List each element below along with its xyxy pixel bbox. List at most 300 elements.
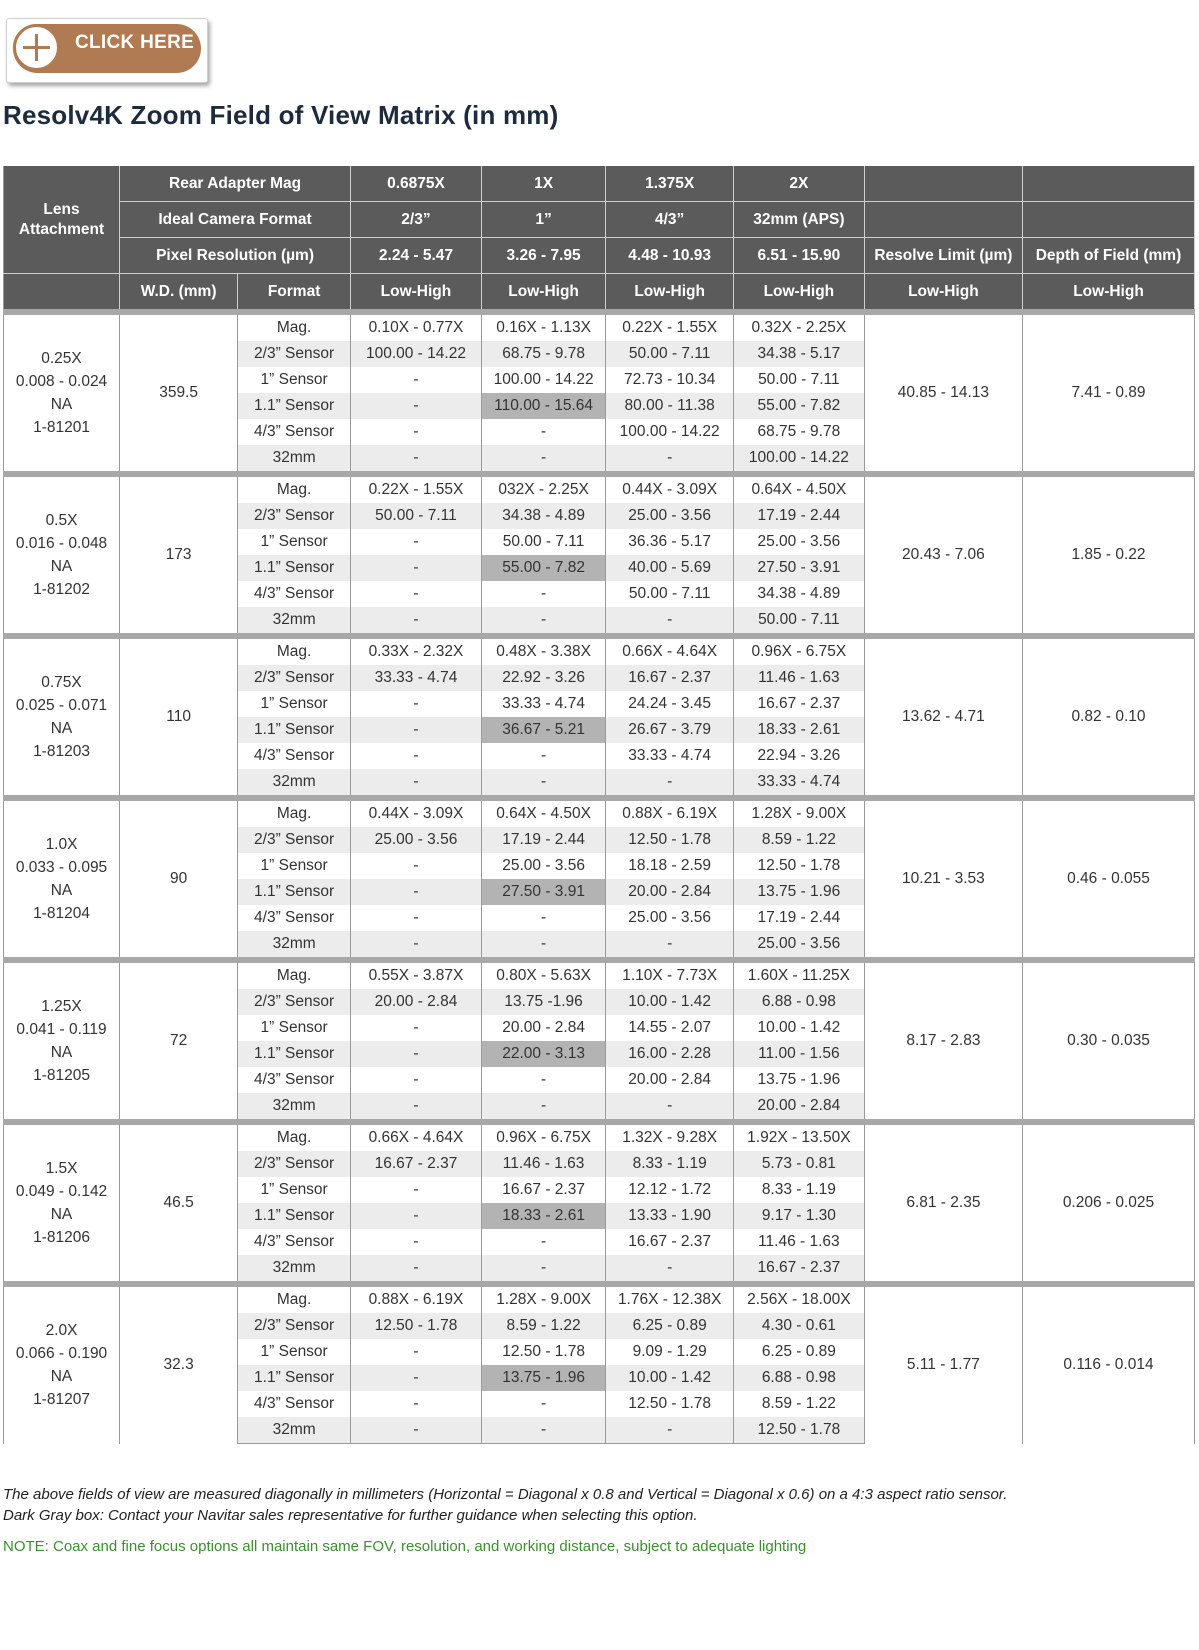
fov-value-cell: - [481,1229,605,1255]
lens-na: 0.033 - 0.095 [15,859,108,876]
fov-value-cell: - [351,931,482,960]
format-cell: Mag. [238,636,351,665]
format-cell: 32mm [238,1255,351,1284]
fov-value-cell: 18.18 - 2.59 [606,853,734,879]
fov-value-cell: - [351,1067,482,1093]
header-format: Format [238,274,351,313]
header-ideal-camera-format: Ideal Camera Format [120,202,351,238]
lens-part: 1-81204 [33,905,90,922]
fov-value-cell: 50.00 - 7.11 [733,367,864,393]
lens-na: 0.025 - 0.071 [15,697,108,714]
fov-value-cell: - [481,1093,605,1122]
lens-na: 0.041 - 0.119 [16,1021,107,1038]
fov-value-cell: 10.00 - 1.42 [733,1015,864,1041]
format-cell: 2/3” Sensor [238,1313,351,1339]
fov-value-cell: 8.33 - 1.19 [733,1177,864,1203]
header-resolve-limit: Resolve Limit (µm) [864,238,1022,274]
fov-matrix-table [3,166,1195,1444]
header-low-high: Low-High [1023,274,1195,313]
fov-value-cell: - [351,1203,482,1229]
fov-value-cell: 17.19 - 2.44 [733,905,864,931]
fov-value-cell: 100.00 - 14.22 [351,341,482,367]
fov-value-cell: - [351,717,482,743]
fov-value-cell: - [351,607,482,636]
plus-icon [13,24,60,71]
lens-na-label: NA [50,882,73,899]
header-rear-adapter-mag: Rear Adapter Mag [120,166,351,202]
fov-value-cell: 16.67 - 2.37 [606,665,734,691]
header-low-high: Low-High [606,274,734,313]
fov-value-cell: - [351,367,482,393]
format-cell: 1” Sensor [238,529,351,555]
header-pixel-3: 6.51 - 15.90 [733,238,864,274]
fov-value-cell: 34.38 - 5.17 [733,341,864,367]
lens-attachment-cell [4,1122,120,1284]
note-coax-focus: NOTE: Coax and fine focus options all maintain same FOV, resolution, and working distance, subject to adequate lighting [3,1538,807,1555]
fov-value-cell: - [351,1417,482,1444]
fov-value-cell: 68.75 - 9.78 [733,419,864,445]
fov-value-cell: - [481,743,605,769]
footnotes [3,1484,1007,1526]
fov-value-cell: 22.92 - 3.26 [481,665,605,691]
fov-value-cell: 6.25 - 0.89 [733,1339,864,1365]
format-cell: 1.1” Sensor [238,1365,351,1391]
format-cell: 1.1” Sensor [238,879,351,905]
fov-value-cell: 11.46 - 1.63 [481,1151,605,1177]
fov-value-cell: 0.22X - 1.55X [351,474,482,503]
fov-value-cell: - [481,1417,605,1444]
fov-value-cell: 0.80X - 5.63X [481,960,605,989]
fov-value-cell: 110.00 - 15.64 [481,393,605,419]
fov-value-cell: 12.12 - 1.72 [606,1177,734,1203]
fov-value-cell: 8.59 - 1.22 [733,827,864,853]
fov-value-cell: 12.50 - 1.78 [351,1313,482,1339]
lens-na-label: NA [50,396,73,413]
fov-value-cell: 0.44X - 3.09X [606,474,734,503]
fov-value-cell: 16.00 - 2.28 [606,1041,734,1067]
fov-value-cell: - [351,1365,482,1391]
fov-value-cell: 13.75 -1.96 [481,989,605,1015]
fov-value-cell: 18.33 - 2.61 [481,1203,605,1229]
format-cell: 32mm [238,607,351,636]
header-pixel-0: 2.24 - 5.47 [351,238,482,274]
fov-value-cell: - [481,607,605,636]
resolve-limit-cell: 6.81 - 2.35 [864,1122,1022,1284]
fov-value-cell: 50.00 - 7.11 [606,581,734,607]
fov-value-cell: - [606,931,734,960]
fov-value-cell: 34.38 - 4.89 [733,581,864,607]
fov-value-cell: - [481,1067,605,1093]
fov-value-cell: 80.00 - 11.38 [606,393,734,419]
fov-value-cell: 13.75 - 1.96 [733,879,864,905]
fov-value-cell: 12.50 - 1.78 [481,1339,605,1365]
lens-attachment-cell [4,960,120,1122]
format-cell: 2/3” Sensor [238,503,351,529]
fov-value-cell: 12.50 - 1.78 [733,1417,864,1444]
fov-value-cell: 0.64X - 4.50X [733,474,864,503]
format-cell: 4/3” Sensor [238,743,351,769]
fov-value-cell: - [351,1177,482,1203]
fov-value-cell: 100.00 - 14.22 [733,445,864,474]
header-camera-0: 2/3” [351,202,482,238]
fov-value-cell: 33.33 - 4.74 [481,691,605,717]
lens-attachment-cell [4,1284,120,1444]
working-distance-cell: 110 [120,636,238,798]
lens-lens: 2.0X [45,1322,78,1340]
table-row [4,1284,1195,1313]
fov-value-cell: 0.48X - 3.38X [481,636,605,665]
fov-value-cell: 1.76X - 12.38X [606,1284,734,1313]
lens-lens: 1.0X [45,836,78,853]
lens-lens: 1.5X [45,1160,78,1177]
format-cell: 32mm [238,1417,351,1444]
click-here-button[interactable] [6,18,208,83]
fov-value-cell: 1.28X - 9.00X [481,1284,605,1313]
header-wd: W.D. (mm) [120,274,238,313]
fov-value-cell: - [481,1255,605,1284]
fov-value-cell: - [351,853,482,879]
format-cell: Mag. [238,960,351,989]
fov-value-cell: 34.38 - 4.89 [481,503,605,529]
fov-value-cell: 25.00 - 3.56 [606,905,734,931]
fov-value-cell: 22.94 - 3.26 [733,743,864,769]
working-distance-cell: 173 [120,474,238,636]
fov-value-cell: 0.96X - 6.75X [481,1122,605,1151]
fov-value-cell: 2.56X - 18.00X [733,1284,864,1313]
format-cell: 32mm [238,931,351,960]
fov-value-cell: 33.33 - 4.74 [606,743,734,769]
lens-part: 1-81202 [33,581,90,598]
fov-value-cell: 10.00 - 1.42 [606,989,734,1015]
lens-na: 0.016 - 0.048 [15,535,108,552]
fov-value-cell: 20.00 - 2.84 [606,1067,734,1093]
fov-value-cell: 24.24 - 3.45 [606,691,734,717]
fov-value-cell: 1.60X - 11.25X [733,960,864,989]
lens-attachment-cell [4,798,120,960]
table-row [4,960,1195,989]
working-distance-cell: 359.5 [120,312,238,474]
lens-na: 0.049 - 0.142 [15,1183,108,1200]
format-cell: 4/3” Sensor [238,1067,351,1093]
fov-value-cell: 6.88 - 0.98 [733,1365,864,1391]
lens-part: 1-81206 [33,1229,90,1246]
format-cell: 1” Sensor [238,367,351,393]
header-pixel-2: 4.48 - 10.93 [606,238,734,274]
fov-value-cell: 10.00 - 1.42 [606,1365,734,1391]
format-cell: 1.1” Sensor [238,1203,351,1229]
depth-of-field-cell: 7.41 - 0.89 [1023,312,1195,474]
fov-value-cell: 11.46 - 1.63 [733,1229,864,1255]
fov-value-cell: 0.66X - 4.64X [351,1122,482,1151]
resolve-limit-cell: 10.21 - 3.53 [864,798,1022,960]
header-camera-3: 32mm (APS) [733,202,864,238]
fov-value-cell: 9.09 - 1.29 [606,1339,734,1365]
fov-value-cell: - [351,1391,482,1417]
fov-value-cell: 9.17 - 1.30 [733,1203,864,1229]
lens-lens: 1.25X [41,998,82,1015]
format-cell: 1.1” Sensor [238,393,351,419]
format-cell: 32mm [238,1093,351,1122]
fov-value-cell: 20.00 - 2.84 [481,1015,605,1041]
fov-value-cell: 0.16X - 1.13X [481,312,605,341]
header-pixel-resolution: Pixel Resolution (µm) [120,238,351,274]
format-cell: 1.1” Sensor [238,717,351,743]
lens-part: 1-81207 [33,1391,90,1409]
fov-value-cell: 25.00 - 3.56 [733,931,864,960]
lens-na-label: NA [50,558,73,575]
fov-value-cell: - [606,769,734,798]
footnote-dark-gray-box: Dark Gray box: Contact your Navitar sales representative for further guidance when selecting this option. [3,1507,698,1524]
fov-matrix-body [4,312,1195,1444]
fov-value-cell: - [351,879,482,905]
lens-na: 0.066 - 0.190 [15,1345,108,1363]
format-cell: 4/3” Sensor [238,1391,351,1417]
fov-value-cell: - [481,905,605,931]
header-low-high: Low-High [351,274,482,313]
fov-value-cell: - [351,743,482,769]
fov-value-cell: 1.28X - 9.00X [733,798,864,827]
format-cell: 2/3” Sensor [238,341,351,367]
fov-value-cell: 6.25 - 0.89 [606,1313,734,1339]
header-lens-attachment: Lens Attachment [4,166,120,274]
working-distance-cell: 32.3 [120,1284,238,1444]
table-row [4,636,1195,665]
fov-value-cell: 5.73 - 0.81 [733,1151,864,1177]
table-row [4,312,1195,341]
fov-value-cell: 55.00 - 7.82 [733,393,864,419]
header-low-high: Low-High [481,274,605,313]
fov-value-cell: 36.67 - 5.21 [481,717,605,743]
fov-value-cell: - [351,555,482,581]
lens-na-label: NA [50,1206,73,1223]
fov-value-cell: - [606,1417,734,1444]
resolve-limit-cell: 20.43 - 7.06 [864,474,1022,636]
fov-value-cell: 25.00 - 3.56 [733,529,864,555]
fov-value-cell: 0.64X - 4.50X [481,798,605,827]
header-low-high: Low-High [864,274,1022,313]
format-cell: 4/3” Sensor [238,419,351,445]
format-cell: Mag. [238,474,351,503]
fov-value-cell: - [351,393,482,419]
lens-attachment-cell [4,636,120,798]
table-row [4,474,1195,503]
fov-value-cell: 17.19 - 2.44 [481,827,605,853]
format-cell: 2/3” Sensor [238,989,351,1015]
fov-value-cell: 16.67 - 2.37 [481,1177,605,1203]
fov-value-cell: - [351,1339,482,1365]
format-cell: Mag. [238,1284,351,1313]
resolve-limit-cell: 8.17 - 2.83 [864,960,1022,1122]
lens-attachment-cell [4,312,120,474]
format-cell: 1.1” Sensor [238,555,351,581]
fov-value-cell: 50.00 - 7.11 [351,503,482,529]
fov-value-cell: 18.33 - 2.61 [733,717,864,743]
depth-of-field-cell: 0.30 - 0.035 [1023,960,1195,1122]
header-blank [1023,166,1195,202]
fov-value-cell: 100.00 - 14.22 [481,367,605,393]
fov-value-cell: 50.00 - 7.11 [733,607,864,636]
fov-value-cell: - [481,769,605,798]
resolve-limit-cell: 40.85 - 14.13 [864,312,1022,474]
fov-value-cell: 40.00 - 5.69 [606,555,734,581]
fov-value-cell: - [351,445,482,474]
fov-value-cell: - [351,1015,482,1041]
fov-value-cell: 1.92X - 13.50X [733,1122,864,1151]
header-blank [4,274,120,313]
fov-value-cell: 0.55X - 3.87X [351,960,482,989]
fov-value-cell: 20.00 - 2.84 [606,879,734,905]
table-row [4,798,1195,827]
lens-part: 1-81201 [33,419,90,436]
format-cell: 1” Sensor [238,1015,351,1041]
fov-value-cell: 16.67 - 2.37 [733,691,864,717]
fov-value-cell: 0.44X - 3.09X [351,798,482,827]
fov-value-cell: - [351,1229,482,1255]
fov-value-cell: 20.00 - 2.84 [733,1093,864,1122]
fov-value-cell: 55.00 - 7.82 [481,555,605,581]
format-cell: Mag. [238,1122,351,1151]
fov-value-cell: - [351,1041,482,1067]
fov-value-cell: 032X - 2.25X [481,474,605,503]
fov-value-cell: 1.32X - 9.28X [606,1122,734,1151]
fov-value-cell: 0.88X - 6.19X [351,1284,482,1313]
fov-value-cell: 68.75 - 9.78 [481,341,605,367]
lens-lens: 0.5X [45,512,78,529]
fov-value-cell: 50.00 - 7.11 [481,529,605,555]
header-blank [1023,202,1195,238]
fov-value-cell: 16.67 - 2.37 [733,1255,864,1284]
fov-value-cell: 72.73 - 10.34 [606,367,734,393]
format-cell: 32mm [238,769,351,798]
format-cell: Mag. [238,312,351,341]
fov-value-cell: - [351,1255,482,1284]
fov-value-cell: 27.50 - 3.91 [481,879,605,905]
fov-value-cell: 1.10X - 7.73X [606,960,734,989]
fov-value-cell: - [481,1391,605,1417]
table-row [4,1122,1195,1151]
fov-value-cell: - [606,607,734,636]
working-distance-cell: 46.5 [120,1122,238,1284]
format-cell: 2/3” Sensor [238,1151,351,1177]
fov-value-cell: 33.33 - 4.74 [351,665,482,691]
format-cell: 4/3” Sensor [238,581,351,607]
fov-value-cell: - [481,445,605,474]
fov-value-cell: - [351,529,482,555]
fov-value-cell: 26.67 - 3.79 [606,717,734,743]
fov-value-cell: 0.96X - 6.75X [733,636,864,665]
fov-value-cell: 0.32X - 2.25X [733,312,864,341]
depth-of-field-cell: 0.116 - 0.014 [1023,1284,1195,1444]
fov-value-cell: 8.59 - 1.22 [481,1313,605,1339]
fov-value-cell: 13.33 - 1.90 [606,1203,734,1229]
header-camera-1: 1” [481,202,605,238]
fov-value-cell: 0.33X - 2.32X [351,636,482,665]
header-mag-0: 0.6875X [351,166,482,202]
header-mag-1: 1X [481,166,605,202]
fov-value-cell: 20.00 - 2.84 [351,989,482,1015]
working-distance-cell: 72 [120,960,238,1122]
fov-value-cell: 11.46 - 1.63 [733,665,864,691]
fov-value-cell: 25.00 - 3.56 [606,503,734,529]
fov-value-cell: 25.00 - 3.56 [351,827,482,853]
lens-lens: 0.25X [41,350,82,367]
fov-value-cell: 11.00 - 1.56 [733,1041,864,1067]
fov-value-cell: 4.30 - 0.61 [733,1313,864,1339]
fov-value-cell: 12.50 - 1.78 [606,827,734,853]
depth-of-field-cell: 1.85 - 0.22 [1023,474,1195,636]
format-cell: 2/3” Sensor [238,665,351,691]
format-cell: 1.1” Sensor [238,1041,351,1067]
fov-value-cell: 25.00 - 3.56 [481,853,605,879]
page-title: Resolv4K Zoom Field of View Matrix (in mm) [3,100,559,130]
format-cell: 2/3” Sensor [238,827,351,853]
fov-value-cell: 50.00 - 7.11 [606,341,734,367]
click-here-label: CLICK HERE [75,32,195,53]
fov-value-cell: 12.50 - 1.78 [606,1391,734,1417]
depth-of-field-cell: 0.82 - 0.10 [1023,636,1195,798]
format-cell: 1” Sensor [238,691,351,717]
fov-value-cell: 8.59 - 1.22 [733,1391,864,1417]
fov-value-cell: - [351,1093,482,1122]
fov-value-cell: 27.50 - 3.91 [733,555,864,581]
fov-value-cell: 16.67 - 2.37 [351,1151,482,1177]
lens-part: 1-81205 [33,1067,90,1084]
format-cell: 1” Sensor [238,1177,351,1203]
lens-part: 1-81203 [33,743,90,760]
fov-value-cell: 8.33 - 1.19 [606,1151,734,1177]
fov-value-cell: 33.33 - 4.74 [733,769,864,798]
fov-value-cell: - [351,905,482,931]
format-cell: 1” Sensor [238,853,351,879]
fov-value-cell: 6.88 - 0.98 [733,989,864,1015]
lens-na: 0.008 - 0.024 [15,373,108,390]
fov-value-cell: - [351,691,482,717]
lens-na-label: NA [50,720,73,737]
depth-of-field-cell: 0.206 - 0.025 [1023,1122,1195,1284]
fov-value-cell: - [351,769,482,798]
fov-value-cell: - [606,445,734,474]
fov-value-cell: 12.50 - 1.78 [733,853,864,879]
fov-value-cell: - [481,581,605,607]
fov-value-cell: - [481,419,605,445]
fov-value-cell: 16.67 - 2.37 [606,1229,734,1255]
fov-value-cell: - [606,1255,734,1284]
header-pixel-1: 3.26 - 7.95 [481,238,605,274]
format-cell: 4/3” Sensor [238,1229,351,1255]
fov-value-cell: 13.75 - 1.96 [733,1067,864,1093]
resolve-limit-cell: 13.62 - 4.71 [864,636,1022,798]
header-camera-2: 4/3” [606,202,734,238]
fov-value-cell: 22.00 - 3.13 [481,1041,605,1067]
fov-value-cell: 0.22X - 1.55X [606,312,734,341]
header-mag-3: 2X [733,166,864,202]
fov-value-cell: 0.10X - 0.77X [351,312,482,341]
format-cell: 32mm [238,445,351,474]
working-distance-cell: 90 [120,798,238,960]
fov-value-cell: - [606,1093,734,1122]
format-cell: 1” Sensor [238,1339,351,1365]
lens-na-label: NA [50,1044,73,1061]
header-mag-2: 1.375X [606,166,734,202]
header-blank [864,166,1022,202]
fov-value-cell: - [481,931,605,960]
format-cell: 4/3” Sensor [238,905,351,931]
lens-na-label: NA [50,1368,73,1386]
fov-value-cell: 0.66X - 4.64X [606,636,734,665]
footnote-measurement: The above fields of view are measured diagonally in millimeters (Horizontal = Diagonal x 0.8 and Vertical = Diagonal x 0.6) on a 4:3 aspect ratio sensor. [3,1486,1008,1503]
fov-value-cell: 17.19 - 2.44 [733,503,864,529]
fov-value-cell: - [351,419,482,445]
